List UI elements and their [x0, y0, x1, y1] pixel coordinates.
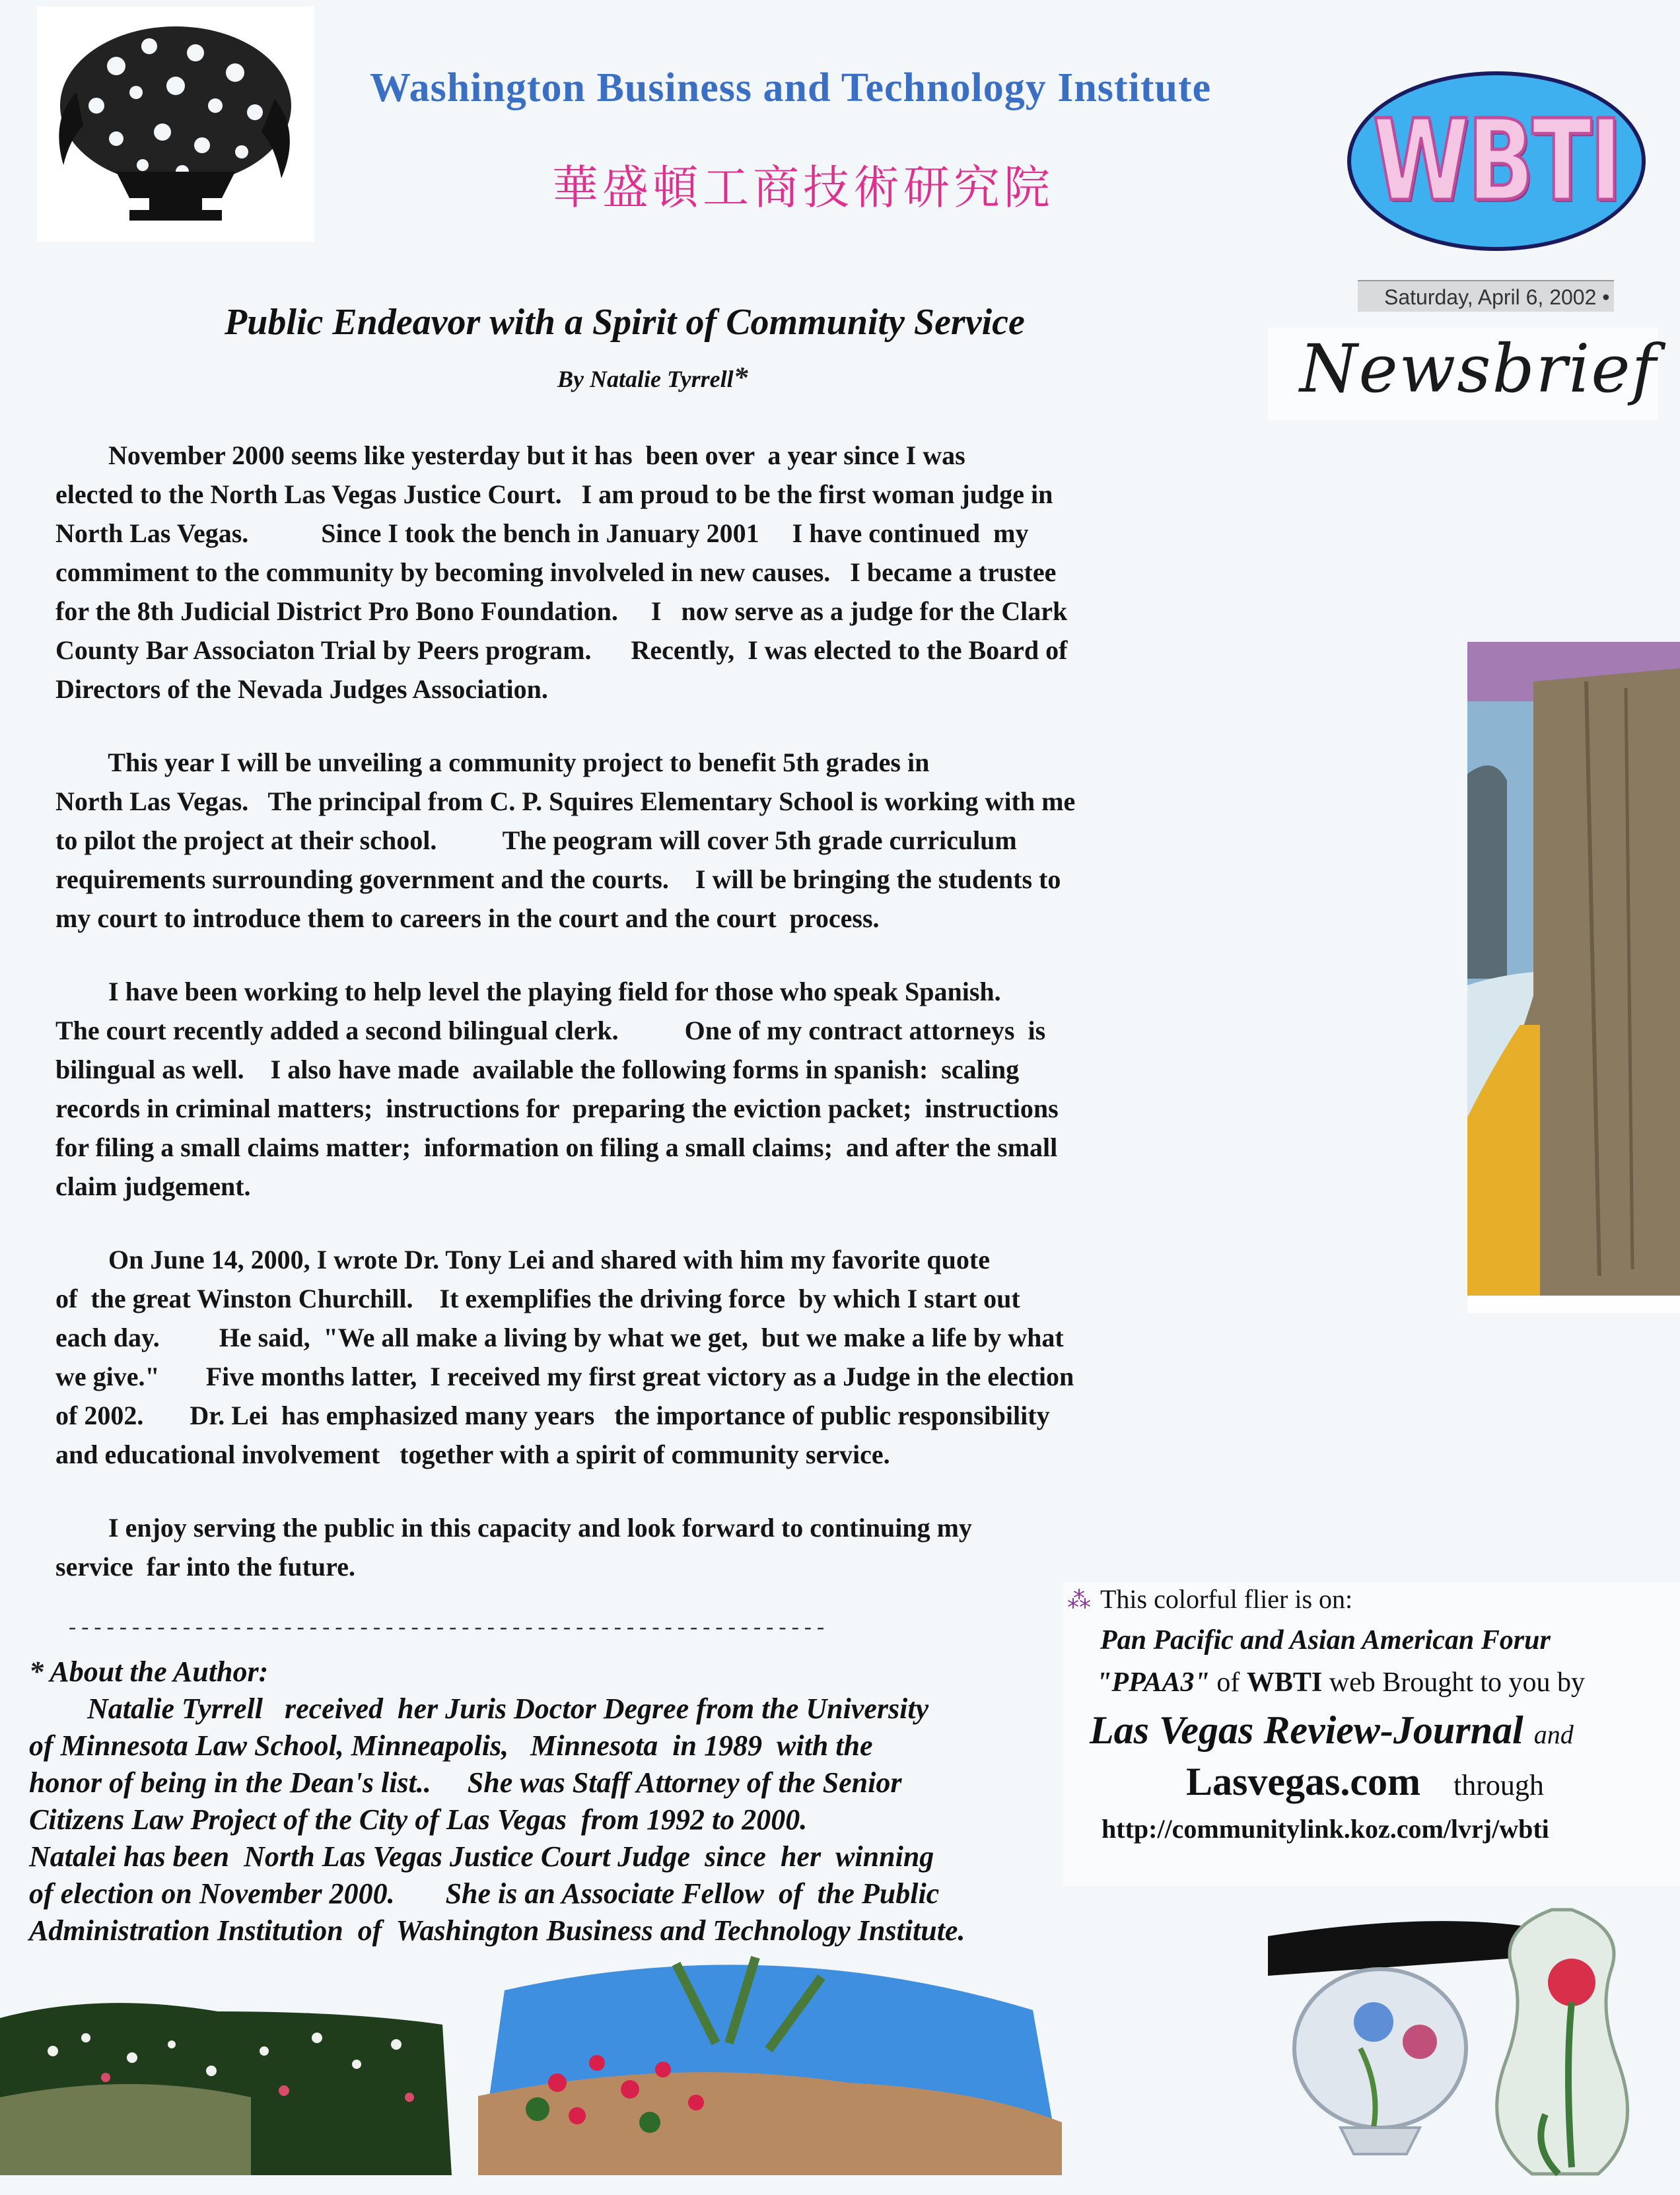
star-icon: ⁂	[1067, 1587, 1091, 1613]
author-bio-line: of Minnesota Law School, Minneapolis, Minnesota in 1989 with the	[29, 1729, 873, 1762]
article-line: The court recently added a second bilingual clerk. One of my contract attorneys is	[55, 1016, 1046, 1045]
article-line: North Las Vegas. The principal from C. P. Squires Elementary School is working with me	[55, 786, 1076, 816]
flier-newspaper	[1090, 1708, 1574, 1753]
author-bio-line: Natalie Tyrrell received her Juris Doctor Degree from the University	[29, 1692, 929, 1725]
article-line: each day. He said, "We all make a living by what we get, but we make a life by what	[55, 1323, 1064, 1352]
garden-flowers-photo-left	[0, 1998, 452, 2175]
site-name: Lasvegas.com	[1186, 1760, 1420, 1803]
flier-intro-text: This colorful flier is on:	[1100, 1584, 1353, 1614]
ppaa-of: of	[1209, 1667, 1247, 1698]
author-footnote-mark: *	[29, 1655, 44, 1688]
byline-footnote-mark: *	[733, 361, 748, 394]
article-paragraph	[55, 972, 1350, 1206]
newspaper-name: Las Vegas Review-Journal	[1090, 1708, 1523, 1752]
article-line: This year I will be unveiling a community project to benefit 5th grades in	[55, 748, 930, 777]
article-line: elected to the North Las Vegas Justice Court. I am proud to be the first woman judge in	[55, 479, 1053, 509]
topiary-urn-illustration	[37, 7, 314, 242]
article-line: November 2000 seems like yesterday but it has been over a year since I was	[55, 440, 965, 470]
article-line: I have been working to help level the playing field for those who speak Spanish.	[55, 977, 1001, 1006]
about-author-heading	[29, 1654, 1165, 1690]
wbti-logo	[1347, 71, 1646, 251]
author-bio-line: Administration Institution of Washington Business and Technology Institute.	[29, 1914, 965, 1947]
article-line: requirements surrounding government and the courts. I will be bringing the students to	[55, 864, 1061, 894]
section-divider: ------------------------------------------------------------	[66, 1617, 827, 1641]
article-title: Public Endeavor with a Spirit of Community Service	[225, 302, 1025, 343]
ppaa-label: "PPAA3"	[1096, 1667, 1210, 1698]
canyon-painting-image	[1467, 642, 1680, 1313]
article-line: I enjoy serving the public in this capacity and look forward to continuing my	[55, 1513, 972, 1543]
logo-text: WBTI	[1372, 96, 1621, 226]
article-line: commiment to the community by becoming involveled in new causes. I became a trustee	[55, 557, 1057, 587]
article-line: claim judgement.	[55, 1171, 251, 1201]
flier-intro	[1067, 1584, 1352, 1615]
glass-vases-photo	[1268, 1897, 1680, 2184]
author-bio-line: Natalei has been North Las Vegas Justice Court Judge since her winning	[29, 1840, 934, 1873]
byline-text: By Natalie Tyrrell	[557, 366, 734, 392]
article-body	[55, 436, 1350, 1586]
article-line: my court to introduce them to careers in the court and the court process.	[55, 903, 880, 933]
flier-url-link[interactable]: http://communitylink.koz.com/lvrj/wbti	[1102, 1814, 1549, 1844]
article-line: records in criminal matters; instructions for preparing the eviction packet; instructions	[55, 1094, 1059, 1123]
article-line: to pilot the project at their school. The peogram will cover 5th grade curriculum	[55, 825, 1017, 855]
about-author-text	[29, 1690, 1165, 1949]
about-author-title: About the Author:	[50, 1655, 269, 1688]
article-line: North Las Vegas. Since I took the bench in January 2001 I have continued my	[55, 518, 1029, 548]
article-paragraph	[55, 1508, 1350, 1586]
article-line: for the 8th Judicial District Pro Bono Foundation. I now serve as a judge for the Clark	[55, 596, 1068, 626]
flier-site	[1186, 1759, 1544, 1805]
article-paragraph	[55, 436, 1350, 709]
article-line: of 2002. Dr. Lei has emphasized many years the importance of public responsibility	[55, 1401, 1050, 1430]
ppaa-rest: web Brought to you by	[1322, 1667, 1586, 1698]
article-line: County Bar Associaton Trial by Peers program. Recently, I was elected to the Board of	[55, 635, 1068, 665]
section-label: Newsbrief	[1300, 330, 1658, 407]
author-bio-line: Citizens Law Project of the City of Las Vegas from 1992 to 2000.	[29, 1803, 808, 1836]
author-bio-line: of election on November 2000. She is an Associate Fellow of the Public	[29, 1877, 940, 1910]
flier-ppaa-line	[1096, 1667, 1585, 1698]
palm-bougainvillea-photo	[478, 1951, 1062, 2175]
about-author	[29, 1654, 1165, 1949]
flier-through: through	[1453, 1769, 1544, 1801]
article-line: we give." Five months latter, I received my first great victory as a Judge in the election	[55, 1362, 1074, 1391]
wbti-label: WBTI	[1246, 1667, 1323, 1698]
article-line: and educational involvement together with a spirit of community service.	[55, 1440, 890, 1469]
article-line: service far into the future.	[55, 1552, 355, 1582]
article-line: for filing a small claims matter; information on filing a small claims; and after the small	[55, 1132, 1058, 1162]
article-line: On June 14, 2000, I wrote Dr. Tony Lei and shared with him my favorite quote	[55, 1245, 990, 1274]
article-paragraph	[55, 1240, 1350, 1474]
author-bio-line: honor of being in the Dean's list.. She was Staff Attorney of the Senior	[29, 1766, 902, 1799]
article-line: bilingual as well. I also have made available the following forms in spanish: scaling	[55, 1055, 1020, 1084]
flier-forum-name: Pan Pacific and Asian American Forur	[1100, 1625, 1551, 1655]
org-name-english: Washington Business and Technology Institute	[370, 65, 1212, 110]
date-stamp: Saturday, April 6, 2002 •	[1358, 280, 1614, 312]
article-line: Directors of the Nevada Judges Association.	[55, 674, 548, 704]
byline	[557, 361, 748, 394]
flier-and: and	[1533, 1720, 1574, 1749]
article-paragraph	[55, 743, 1350, 938]
org-name-chinese: 華盛頓工商技術研究院	[552, 160, 1054, 215]
article-line: of the great Winston Churchill. It exemplifies the driving force by which I start out	[55, 1284, 1020, 1313]
